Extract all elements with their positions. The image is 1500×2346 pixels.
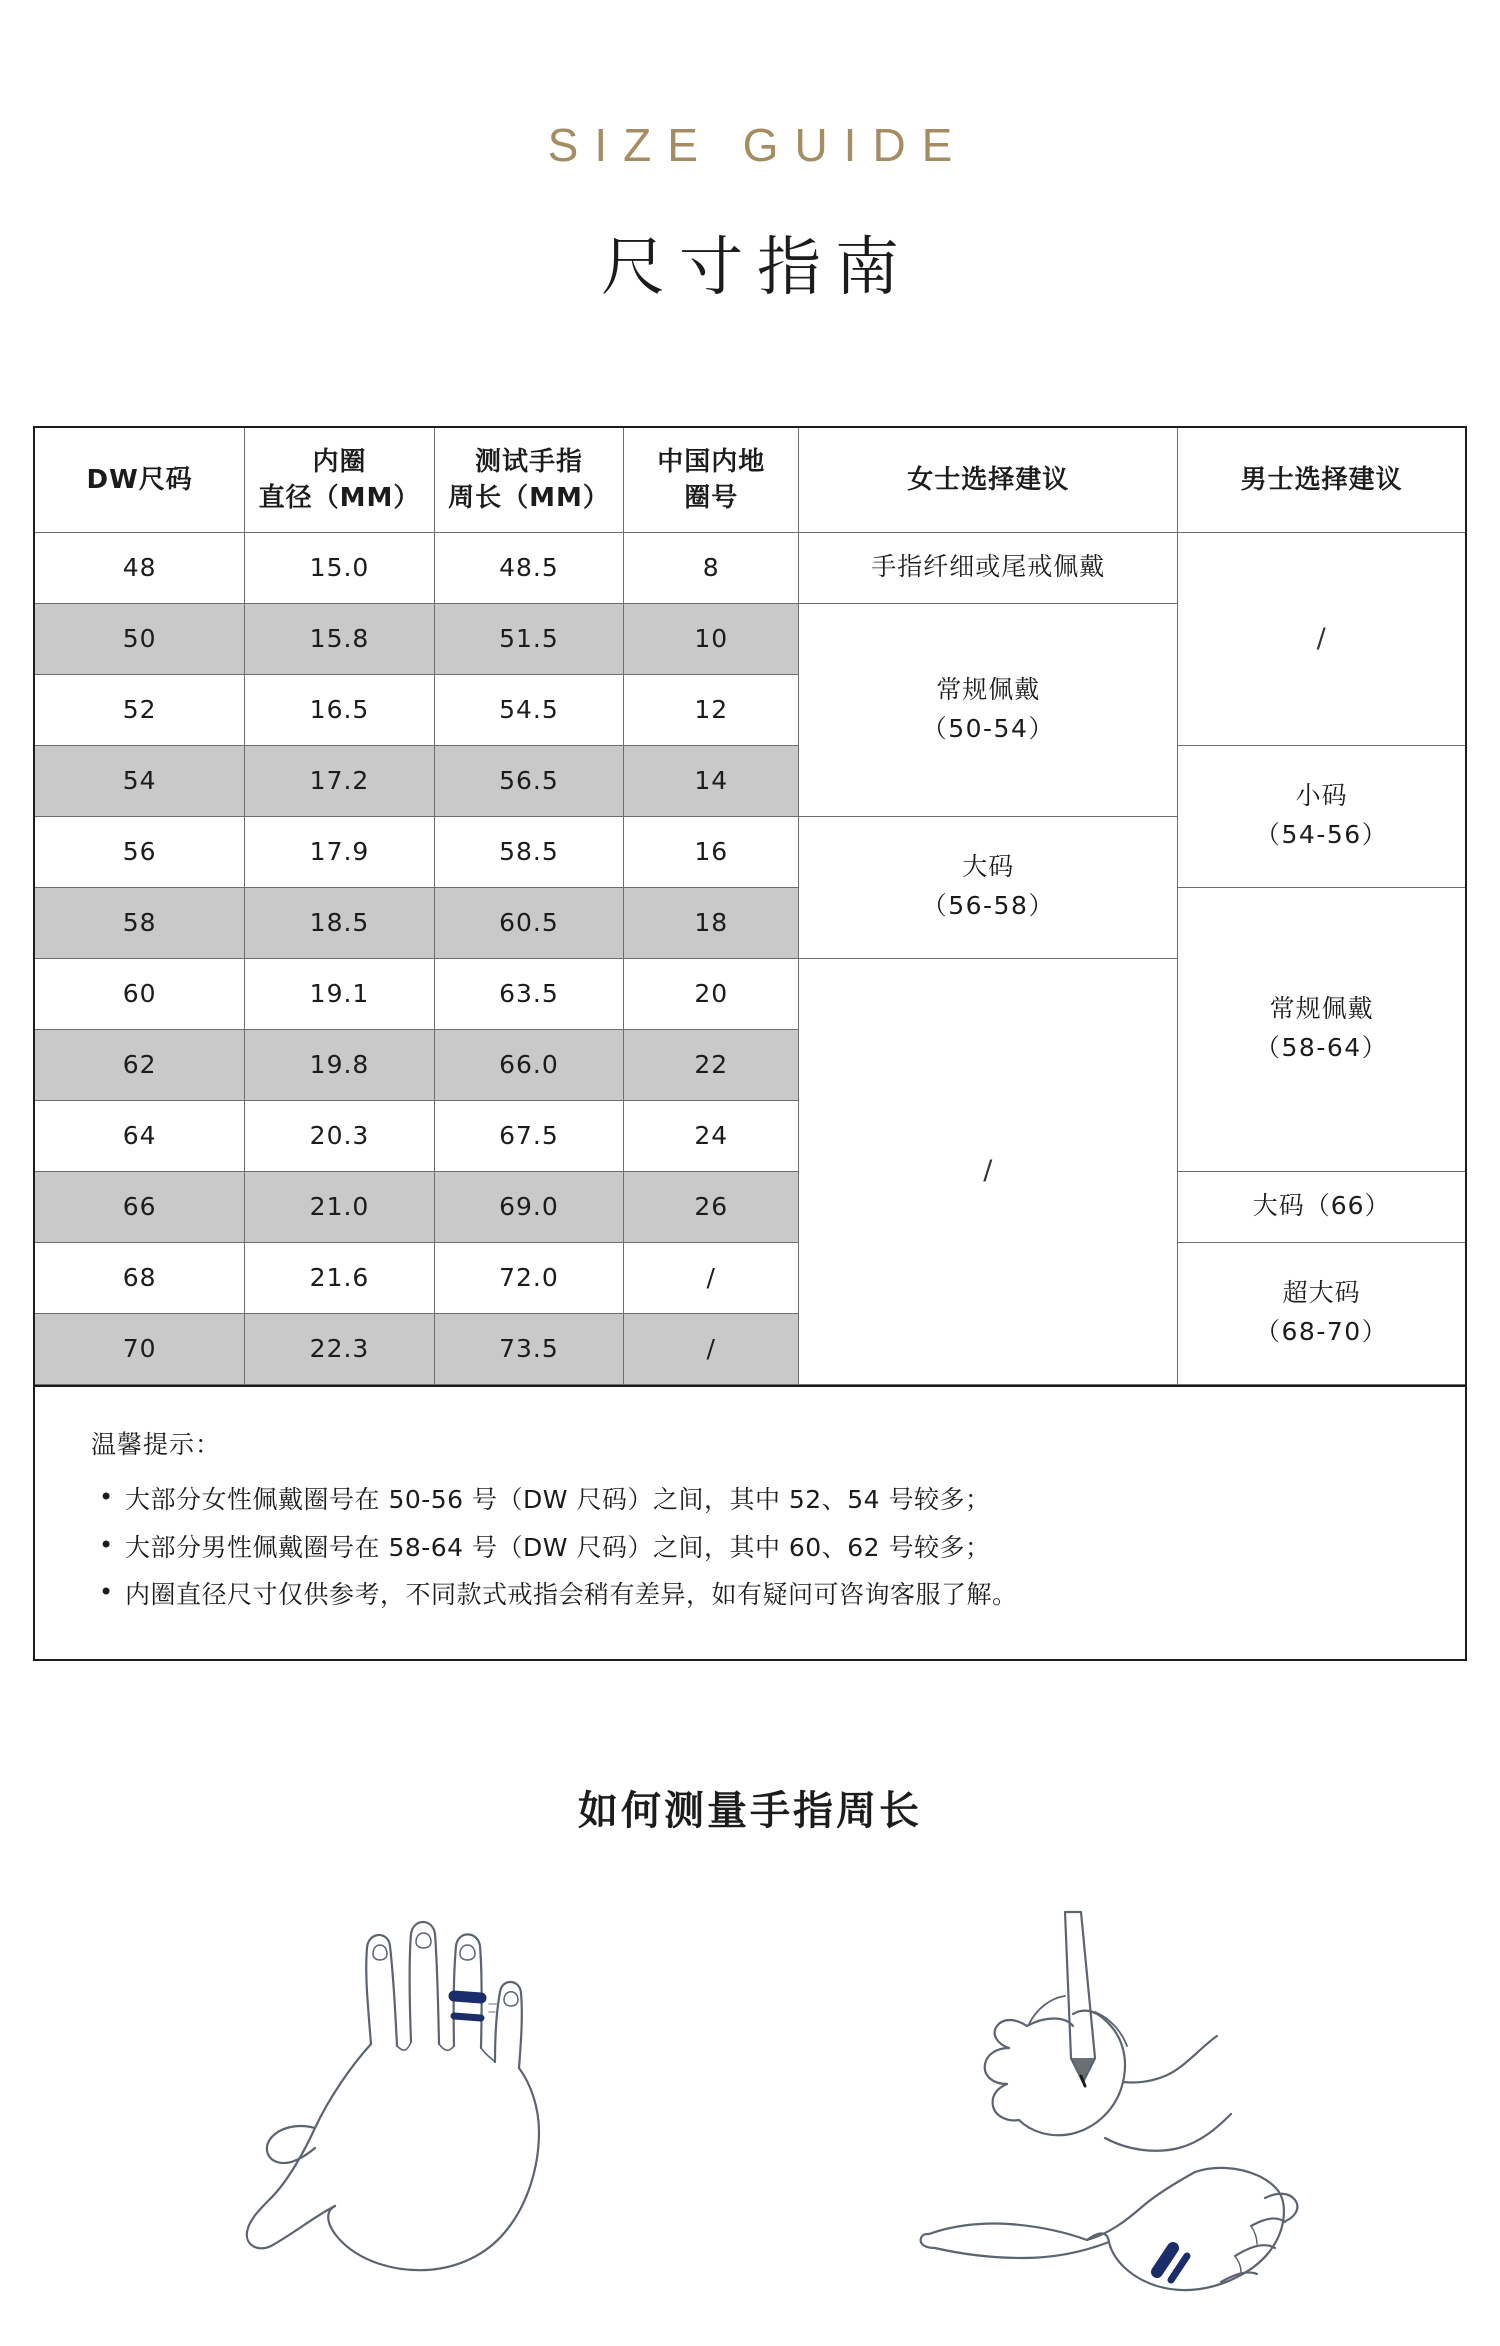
cell-inner-diameter: 17.9 <box>245 816 434 887</box>
column-header-finger-circumference: 测试手指 周长（MM） <box>434 428 623 532</box>
page-title-chinese: 尺寸指南 <box>601 231 913 305</box>
page-header <box>0 0 1500 308</box>
cell-dw-size: 52 <box>35 674 245 745</box>
column-header-dw-size: DW尺码 <box>35 428 245 532</box>
cell-circumference: 58.5 <box>434 816 623 887</box>
cell-dw-size: 56 <box>35 816 245 887</box>
cell-dw-size: 58 <box>35 887 245 958</box>
cell-inner-diameter: 21.6 <box>245 1242 434 1313</box>
men-advice-main: 小码 <box>1295 781 1348 811</box>
men-advice-main: 大码（66） <box>1252 1191 1391 1221</box>
table-row <box>35 887 1465 958</box>
cell-women-advice: 手指纤细或尾戒佩戴 <box>799 532 1178 603</box>
notes-section <box>35 1385 1465 1659</box>
men-advice-range: （68-70） <box>1255 1317 1389 1346</box>
cell-dw-size: 60 <box>35 958 245 1029</box>
cell-china-size: 20 <box>624 958 799 1029</box>
cell-men-advice <box>1178 532 1465 745</box>
cell-circumference: 48.5 <box>434 532 623 603</box>
cell-china-size: 10 <box>624 603 799 674</box>
cell-dw-size: 68 <box>35 1242 245 1313</box>
cell-men-advice <box>1178 1171 1465 1242</box>
cell-circumference: 66.0 <box>434 1029 623 1100</box>
cell-inner-diameter: 16.5 <box>245 674 434 745</box>
men-advice-main: / <box>1316 622 1327 654</box>
size-table-container <box>33 426 1467 1661</box>
notes-list <box>91 1476 1409 1619</box>
note-item: • 大部分男性佩戴圈号在 58-64 号（DW 尺码）之间，其中 60、62 号较多； <box>91 1524 1409 1572</box>
women-advice-main: 大码 <box>962 852 1015 882</box>
cell-china-size: 8 <box>624 532 799 603</box>
table-header-row <box>35 428 1465 532</box>
column-header-inner-diameter: 内圈 直径（MM） <box>245 428 434 532</box>
cell-circumference: 63.5 <box>434 958 623 1029</box>
page-title-english: SIZE GUIDE <box>547 119 969 171</box>
table-row <box>35 1242 1465 1313</box>
women-advice-main: 常规佩戴 <box>936 674 1041 704</box>
table-row <box>35 745 1465 816</box>
table-row <box>35 532 1465 603</box>
cell-china-size: 26 <box>624 1171 799 1242</box>
cell-china-size: 16 <box>624 816 799 887</box>
cell-circumference: 72.0 <box>434 1242 623 1313</box>
cell-dw-size: 62 <box>35 1029 245 1100</box>
table-row <box>35 1171 1465 1242</box>
cell-china-size: 18 <box>624 887 799 958</box>
cell-circumference: 69.0 <box>434 1171 623 1242</box>
measure-illustrations <box>0 1876 1500 2346</box>
cell-inner-diameter: 20.3 <box>245 1100 434 1171</box>
hand-measuring-with-pen-illustration <box>765 1876 1325 2346</box>
women-advice-range: （56-58） <box>921 891 1055 920</box>
cell-inner-diameter: 17.2 <box>245 745 434 816</box>
cell-circumference: 56.5 <box>434 745 623 816</box>
women-advice-main: / <box>983 1155 994 1187</box>
column-header-men-advice: 男士选择建议 <box>1178 428 1465 532</box>
cell-dw-size: 66 <box>35 1171 245 1242</box>
size-table <box>35 428 1465 1385</box>
cell-women-advice <box>799 816 1178 958</box>
hand-with-ring-marking-illustration <box>175 1876 695 2346</box>
cell-inner-diameter: 19.8 <box>245 1029 434 1100</box>
cell-inner-diameter: 19.1 <box>245 958 434 1029</box>
cell-china-size: / <box>624 1313 799 1384</box>
cell-china-size: 24 <box>624 1100 799 1171</box>
cell-circumference: 54.5 <box>434 674 623 745</box>
notes-title: 温馨提示： <box>91 1429 222 1459</box>
cell-dw-size: 54 <box>35 745 245 816</box>
cell-men-advice <box>1178 887 1465 1171</box>
cell-dw-size: 50 <box>35 603 245 674</box>
cell-circumference: 60.5 <box>434 887 623 958</box>
cell-inner-diameter: 18.5 <box>245 887 434 958</box>
men-advice-range: （58-64） <box>1255 1033 1389 1062</box>
cell-inner-diameter: 15.0 <box>245 532 434 603</box>
cell-dw-size: 48 <box>35 532 245 603</box>
cell-circumference: 73.5 <box>434 1313 623 1384</box>
cell-dw-size: 70 <box>35 1313 245 1384</box>
men-advice-main: 超大码 <box>1282 1278 1361 1308</box>
cell-china-size: / <box>624 1242 799 1313</box>
cell-men-advice <box>1178 745 1465 887</box>
men-advice-main: 常规佩戴 <box>1269 994 1374 1024</box>
column-header-china-size: 中国内地 圈号 <box>624 428 799 532</box>
cell-china-size: 22 <box>624 1029 799 1100</box>
cell-women-advice <box>799 603 1178 816</box>
cell-dw-size: 64 <box>35 1100 245 1171</box>
cell-china-size: 14 <box>624 745 799 816</box>
cell-women-advice <box>799 958 1178 1384</box>
cell-circumference: 67.5 <box>434 1100 623 1171</box>
measure-section-title: 如何测量手指周长 <box>578 1787 922 1834</box>
note-item: • 内圈直径尺寸仅供参考，不同款式戒指会稍有差异，如有疑问可咨询客服了解。 <box>91 1571 1409 1619</box>
cell-inner-diameter: 22.3 <box>245 1313 434 1384</box>
cell-inner-diameter: 15.8 <box>245 603 434 674</box>
cell-china-size: 12 <box>624 674 799 745</box>
note-item: • 大部分女性佩戴圈号在 50-56 号（DW 尺码）之间，其中 52、54 号较多； <box>91 1476 1409 1524</box>
column-header-women-advice: 女士选择建议 <box>799 428 1178 532</box>
cell-men-advice <box>1178 1242 1465 1384</box>
women-advice-range: （50-54） <box>921 713 1055 743</box>
cell-inner-diameter: 21.0 <box>245 1171 434 1242</box>
cell-circumference: 51.5 <box>434 603 623 674</box>
men-advice-range: （54-56） <box>1255 820 1389 849</box>
